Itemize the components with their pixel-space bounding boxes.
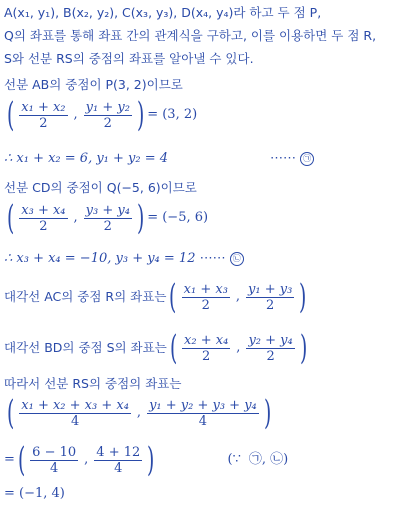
numerator: 4 + 12: [96, 444, 141, 460]
fraction: [19, 203, 67, 234]
ab-sentence: 선분 AB의 중점이 P(3, 2)이므로: [4, 77, 183, 92]
intro-line-1: A(x₁, y₁), B(x₂, y₂), C(x₃, y₃), D(x₄, y₄)라 하고 두 점 P,: [4, 5, 322, 20]
fraction: [182, 333, 230, 364]
right-paren: ): [263, 393, 272, 433]
left-paren: (: [6, 393, 15, 433]
numerator: y₁ + y₂ + y₃ + y₄: [149, 397, 257, 413]
ac-sentence: 대각선 AC의 중점 R의 좌표는: [4, 289, 167, 304]
left-paren: (: [6, 95, 15, 135]
right-paren: ): [299, 277, 307, 317]
intro-line-3: S와 선분 RS의 중점의 좌표를 알아낼 수 있다.: [4, 51, 254, 66]
cd-sentence: 선분 CD의 중점이 Q(−5, 6)이므로: [4, 180, 197, 195]
denominator: 2: [202, 348, 211, 364]
denominator: 4: [70, 413, 80, 429]
fraction: [84, 203, 132, 234]
rs-substitution: = ( $\frac{6 - 10}{4}$ , $\frac{4 + 12}{4}$ ) (∵ ㉠, ㉡): [4, 440, 289, 480]
numerator: y₃ + y₄: [85, 202, 130, 218]
denominator: 4: [50, 460, 59, 476]
denominator: 2: [103, 218, 112, 234]
ab-therefore: [4, 150, 168, 168]
numerator: x₁ + x₂: [21, 99, 66, 115]
fraction: [19, 398, 131, 429]
denominator: 2: [266, 297, 275, 313]
right-paren: ): [136, 198, 145, 238]
cd-result: = (−5, 6): [147, 210, 209, 225]
bd-midpoint: 대각선 BD의 중점 S의 좌표는 ( $\frac{\text{x₂ + x₄}}{2}$ , $\frac{\text{y₂ + y₄}}{2}$ ): [4, 328, 307, 368]
numerator: y₂ + y₄: [248, 332, 293, 348]
cd-therefore: [4, 250, 244, 268]
fraction: [246, 333, 294, 364]
left-paren: (: [17, 440, 26, 480]
because-text: (∵: [227, 452, 241, 467]
denominator: 2: [201, 297, 210, 313]
numerator: x₁ + x₂ + x₃ + x₄: [21, 397, 129, 413]
numerator: x₁ + x₃: [183, 281, 228, 297]
ac-midpoint: 대각선 AC의 중점 R의 좌표는 ( $\frac{\text{x₁ + x₃}}{2}$ , $\frac{\text{y₁ + y₃}}{2}$ ): [4, 277, 307, 317]
left-paren: (: [6, 198, 15, 238]
fraction: [246, 282, 294, 313]
fraction: [30, 445, 78, 476]
left-paren: (: [169, 277, 177, 317]
denominator: 2: [266, 348, 275, 364]
rs-final: = (−1, 4): [4, 486, 65, 501]
rs-sentence: 따라서 선분 RS의 중점의 좌표는: [4, 376, 182, 391]
ab-midpoint-equation: ( $\frac{\text{x₁ + x₂}}{2}$ , $\frac{\text{y₁ + y₂}}{2}$ ) = (3, 2): [6, 95, 198, 135]
because-marks: ㉠, ㉡): [248, 452, 289, 467]
numerator: y₁ + y₃: [248, 281, 293, 297]
rs-midpoint-expression: ( $\frac{\text{x₁ + x₂ + x₃ + x₄}}{4}$ , $\frac{\text{y₁ + y₂ + y₃ + y₄}}{4}$ ): [6, 393, 272, 433]
fraction: [84, 100, 132, 131]
denominator: 4: [198, 413, 208, 429]
numerator: y₁ + y₂: [85, 99, 130, 115]
fraction: [147, 398, 259, 429]
denominator: 2: [39, 115, 48, 131]
circled-label-icon: ㉡: [230, 252, 244, 266]
dots: ⋯⋯: [270, 151, 296, 166]
intro-line-2: Q의 좌표를 통해 좌표 간의 관계식을 구하고, 이를 이용하면 두 점 R,: [4, 28, 377, 43]
right-paren: ): [299, 328, 307, 368]
denominator: 2: [39, 218, 48, 234]
fraction: [94, 445, 142, 476]
left-paren: (: [169, 328, 178, 368]
ab-label: [270, 150, 314, 168]
bd-sentence: 대각선 BD의 중점 S의 좌표는: [4, 340, 167, 355]
fraction: [19, 100, 67, 131]
cd-therefore-text: ∴ x₃ + x₄ = −10, y₃ + y₄ = 12: [4, 251, 196, 266]
ab-result: = (3, 2): [147, 107, 198, 122]
fraction: [182, 282, 230, 313]
cd-midpoint-equation: ( $\frac{\text{x₃ + x₄}}{2}$ , $\frac{\text{y₃ + y₄}}{2}$ ) = (−5, 6): [6, 198, 209, 238]
ab-therefore-text: ∴ x₁ + x₂ = 6, y₁ + y₂ = 4: [4, 151, 169, 166]
right-paren: ): [136, 95, 145, 135]
numerator: x₂ + x₄: [184, 332, 229, 348]
denominator: 4: [114, 460, 123, 476]
numerator: 6 − 10: [32, 444, 77, 460]
dots: ⋯⋯: [199, 251, 226, 266]
right-paren: ): [147, 440, 155, 480]
circled-label-icon: ㉠: [300, 152, 314, 166]
numerator: x₃ + x₄: [21, 202, 66, 218]
denominator: 2: [103, 115, 112, 131]
equals-sign: =: [4, 452, 15, 467]
